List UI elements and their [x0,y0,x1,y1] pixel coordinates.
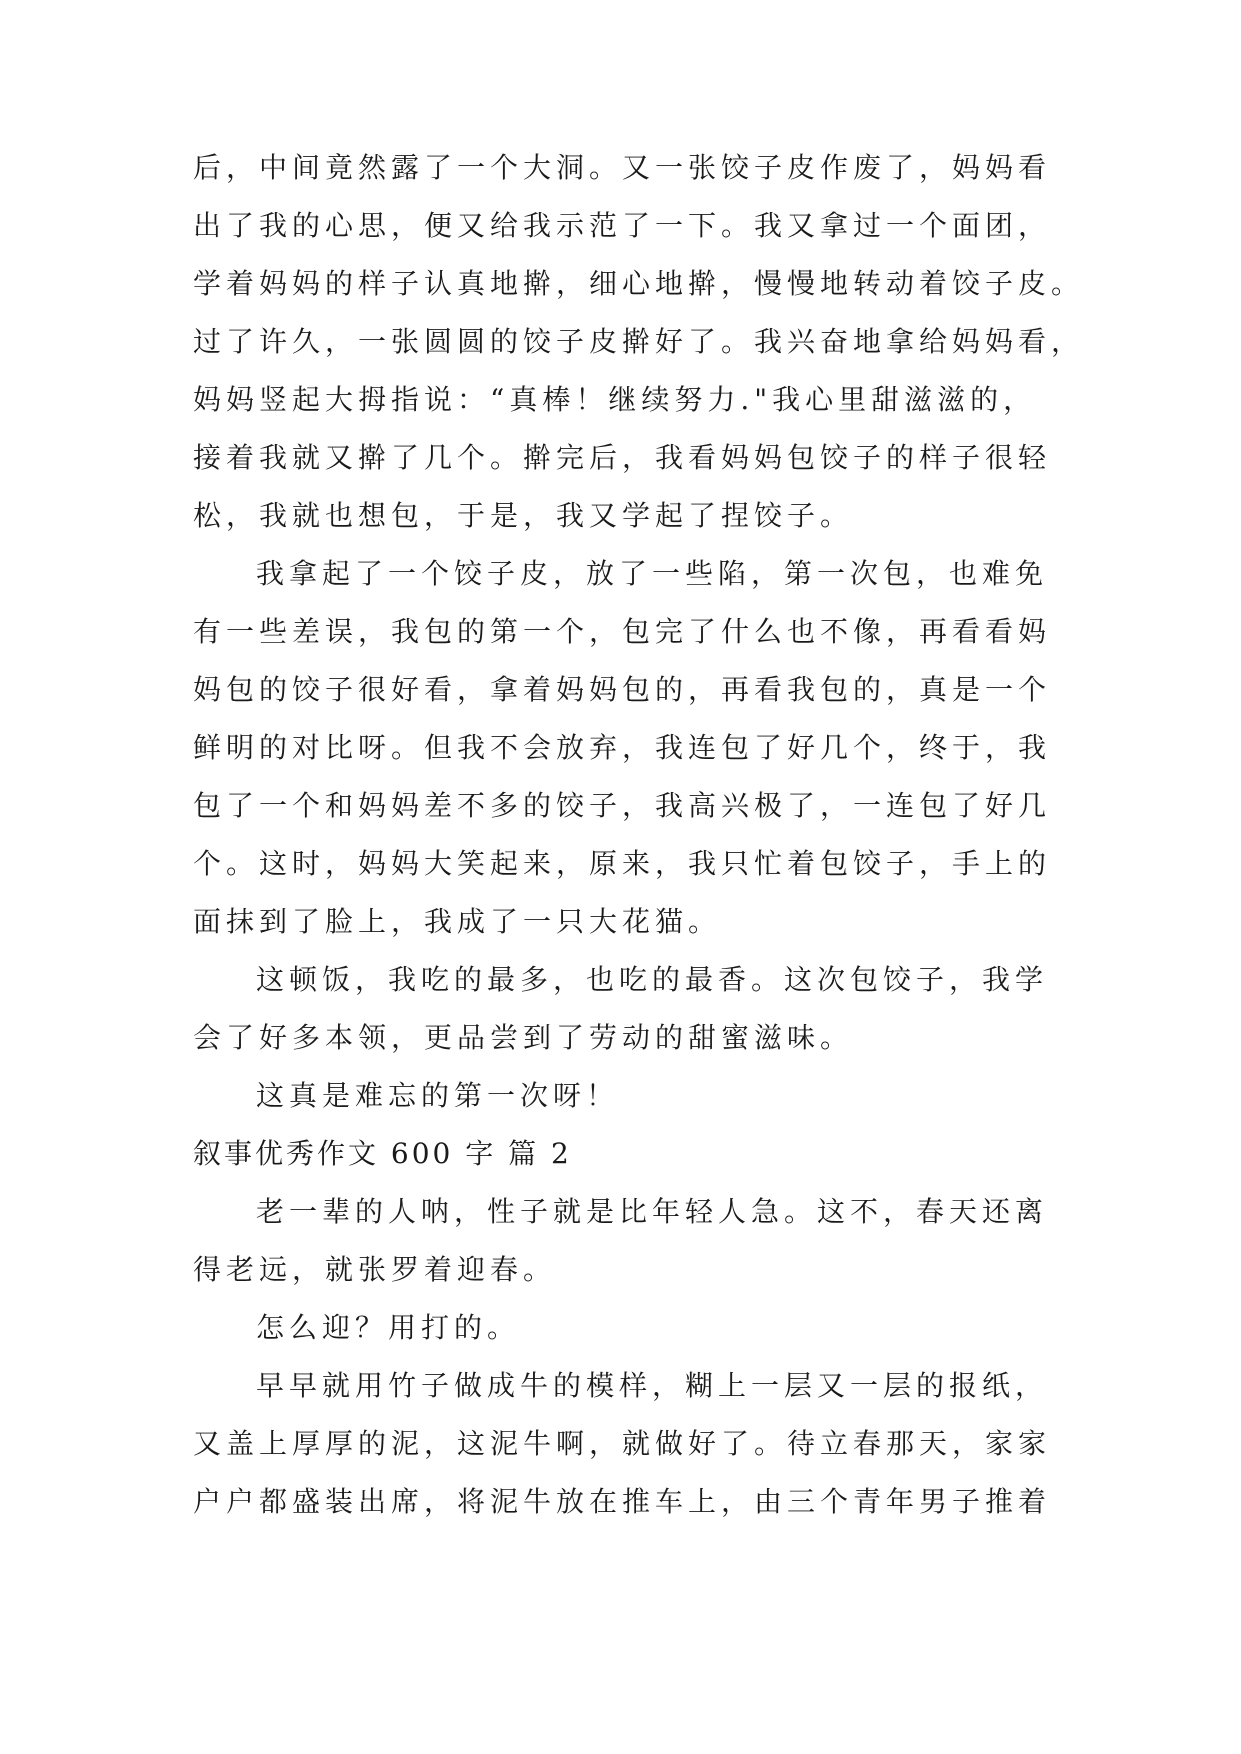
text-line: 接着我就又擀了几个。擀完后，我看妈妈包饺子的样子很轻 [193,441,1052,474]
text-line: 包了一个和妈妈差不多的饺子，我高兴极了，一连包了好几 [193,789,1052,822]
text-line: 个。这时，妈妈大笑起来，原来，我只忙着包饺子，手上的 [193,847,1052,880]
text-line: 妈妈竖起大拇指说：“真棒！继续努力."我心里甜滋滋的， [193,383,1037,416]
paragraph-start-line: 怎么迎？用打的。 [256,1311,521,1344]
text-line: 妈包的饺子很好看，拿着妈妈包的，再看我包的，真是一个 [193,673,1052,706]
text-line: 户户都盛装出席，将泥牛放在推车上，由三个青年男子推着 [193,1485,1052,1518]
paragraph-start-line: 我拿起了一个饺子皮，放了一些陷，第一次包，也难免 [256,557,1049,590]
paragraph-start-line: 老一辈的人呐，性子就是比年轻人急。这不，春天还离 [256,1195,1049,1228]
text-line: 又盖上厚厚的泥，这泥牛啊，就做好了。待立春那天，家家 [193,1427,1052,1460]
text-line: 鲜明的对比呀。但我不会放弃，我连包了好几个，终于，我 [193,731,1052,764]
paragraph-start-line: 这真是难忘的第一次呀！ [256,1079,620,1112]
text-line: 学着妈妈的样子认真地擀，细心地擀，慢慢地转动着饺子皮。 [193,267,1085,300]
text-line: 松，我就也想包，于是，我又学起了捏饺子。 [193,499,854,532]
text-line: 过了许久，一张圆圆的饺子皮擀好了。我兴奋地拿给妈妈看， [193,325,1085,358]
section-heading: 叙事优秀作文 600 字 篇 2 [193,1137,572,1170]
text-line: 得老远，就张罗着迎春。 [193,1253,557,1286]
text-line: 出了我的心思，便又给我示范了一下。我又拿过一个面团， [193,209,1052,242]
text-line: 面抹到了脸上，我成了一只大花猫。 [193,905,722,938]
paragraph-start-line: 这顿饭，我吃的最多，也吃的最香。这次包饺子，我学 [256,963,1049,996]
text-line: 有一些差误，我包的第一个，包完了什么也不像，再看看妈 [193,615,1052,648]
text-line: 后，中间竟然露了一个大洞。又一张饺子皮作废了，妈妈看 [193,151,1052,184]
text-line: 会了好多本领，更品尝到了劳动的甜蜜滋味。 [193,1021,854,1054]
paragraph-start-line: 早早就用竹子做成牛的模样，糊上一层又一层的报纸， [256,1369,1049,1402]
